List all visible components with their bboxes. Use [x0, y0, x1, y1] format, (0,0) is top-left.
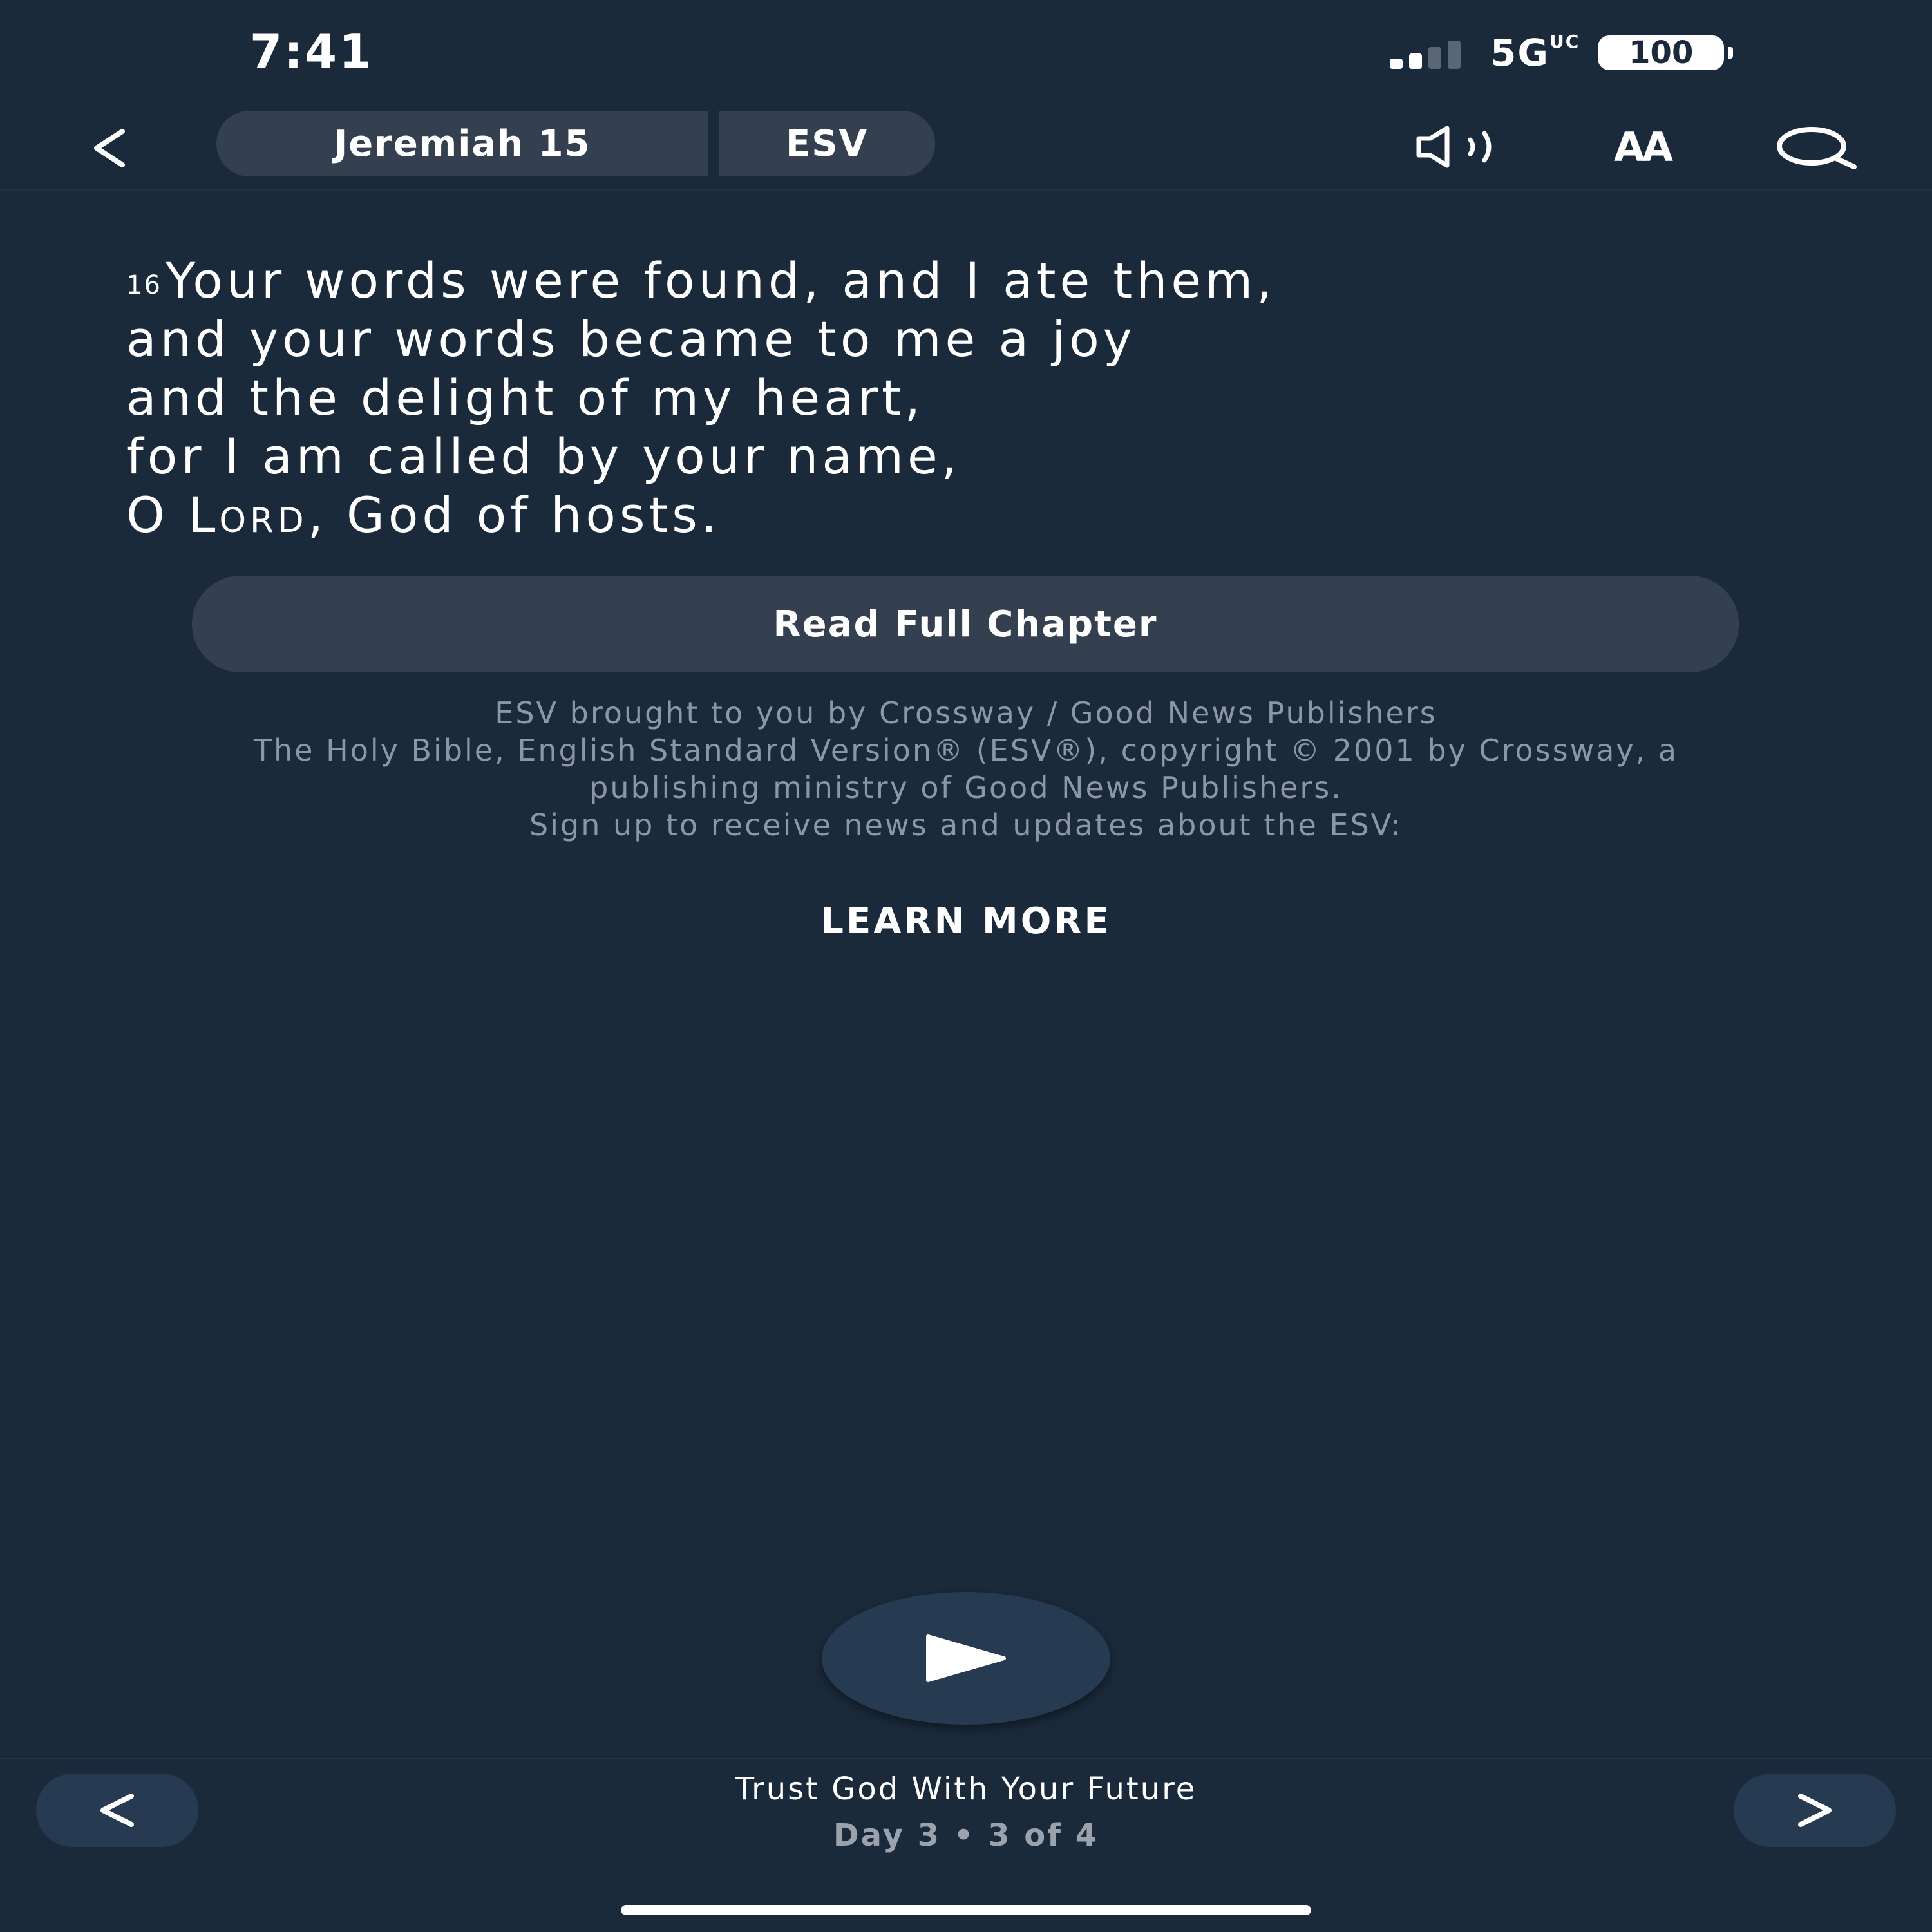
battery-icon	[1598, 35, 1724, 70]
chevron-left-icon	[90, 128, 129, 169]
chevron-right-icon	[1795, 1791, 1834, 1830]
copyright-notice	[193, 694, 1739, 844]
learn-more-link[interactable]: LEARN MORE	[820, 900, 1112, 942]
verse-line: and your words became to me a joy	[126, 310, 1136, 368]
font-size-button[interactable]	[1591, 115, 1694, 179]
play-icon	[924, 1633, 1008, 1684]
home-indicator[interactable]	[621, 1905, 1311, 1915]
status-time: 7:41	[250, 24, 374, 79]
verse-number: 16	[126, 270, 162, 300]
font-size-label: AA	[1614, 123, 1671, 171]
verse-line: $^{16}$Your words were found, and I ate them,	[126, 252, 1276, 309]
copyright-line: The Holy Bible, English Standard Version® (ESV®), copyright © 2001 by Crossway, a publishing ministry of Good News Publishers.	[253, 733, 1679, 805]
speaker-audio-icon	[1414, 124, 1510, 169]
chapter-selector-button[interactable]: Jeremiah 15	[216, 111, 708, 176]
verse-text	[126, 251, 1865, 544]
plan-progress: Day 3 • 3 of 4	[833, 1817, 1099, 1853]
copyright-line: Sign up to receive news and updates about the ESV:	[529, 808, 1403, 842]
version-selector-button[interactable]: ESV	[719, 111, 935, 176]
play-button[interactable]	[822, 1592, 1110, 1725]
next-day-button[interactable]	[1734, 1774, 1896, 1847]
status-indicators	[1390, 32, 1724, 73]
verse-line: and the delight of my heart,	[126, 369, 924, 426]
verse-line: O Lord, God of hosts.	[126, 486, 721, 544]
battery-level: 100	[1629, 35, 1694, 71]
lord-small-caps: Lord	[187, 486, 308, 544]
read-full-chapter-button[interactable]: Read Full Chapter	[192, 576, 1739, 672]
verse-line: for I am called by your name,	[126, 428, 961, 485]
reference-selector	[216, 111, 935, 176]
search-button[interactable]	[1771, 115, 1861, 179]
bottom-divider	[0, 1758, 1932, 1759]
nav-divider	[0, 189, 1932, 191]
network-type: $5G^{UC}$	[1490, 31, 1580, 75]
search-icon	[1774, 124, 1858, 169]
back-button[interactable]	[77, 116, 142, 180]
audio-button[interactable]	[1410, 115, 1513, 179]
signal-strength-icon	[1390, 37, 1467, 69]
plan-title: Trust God With Your Future	[735, 1771, 1197, 1807]
copyright-line: ESV brought to you by Crossway / Good News Publishers	[495, 696, 1437, 730]
